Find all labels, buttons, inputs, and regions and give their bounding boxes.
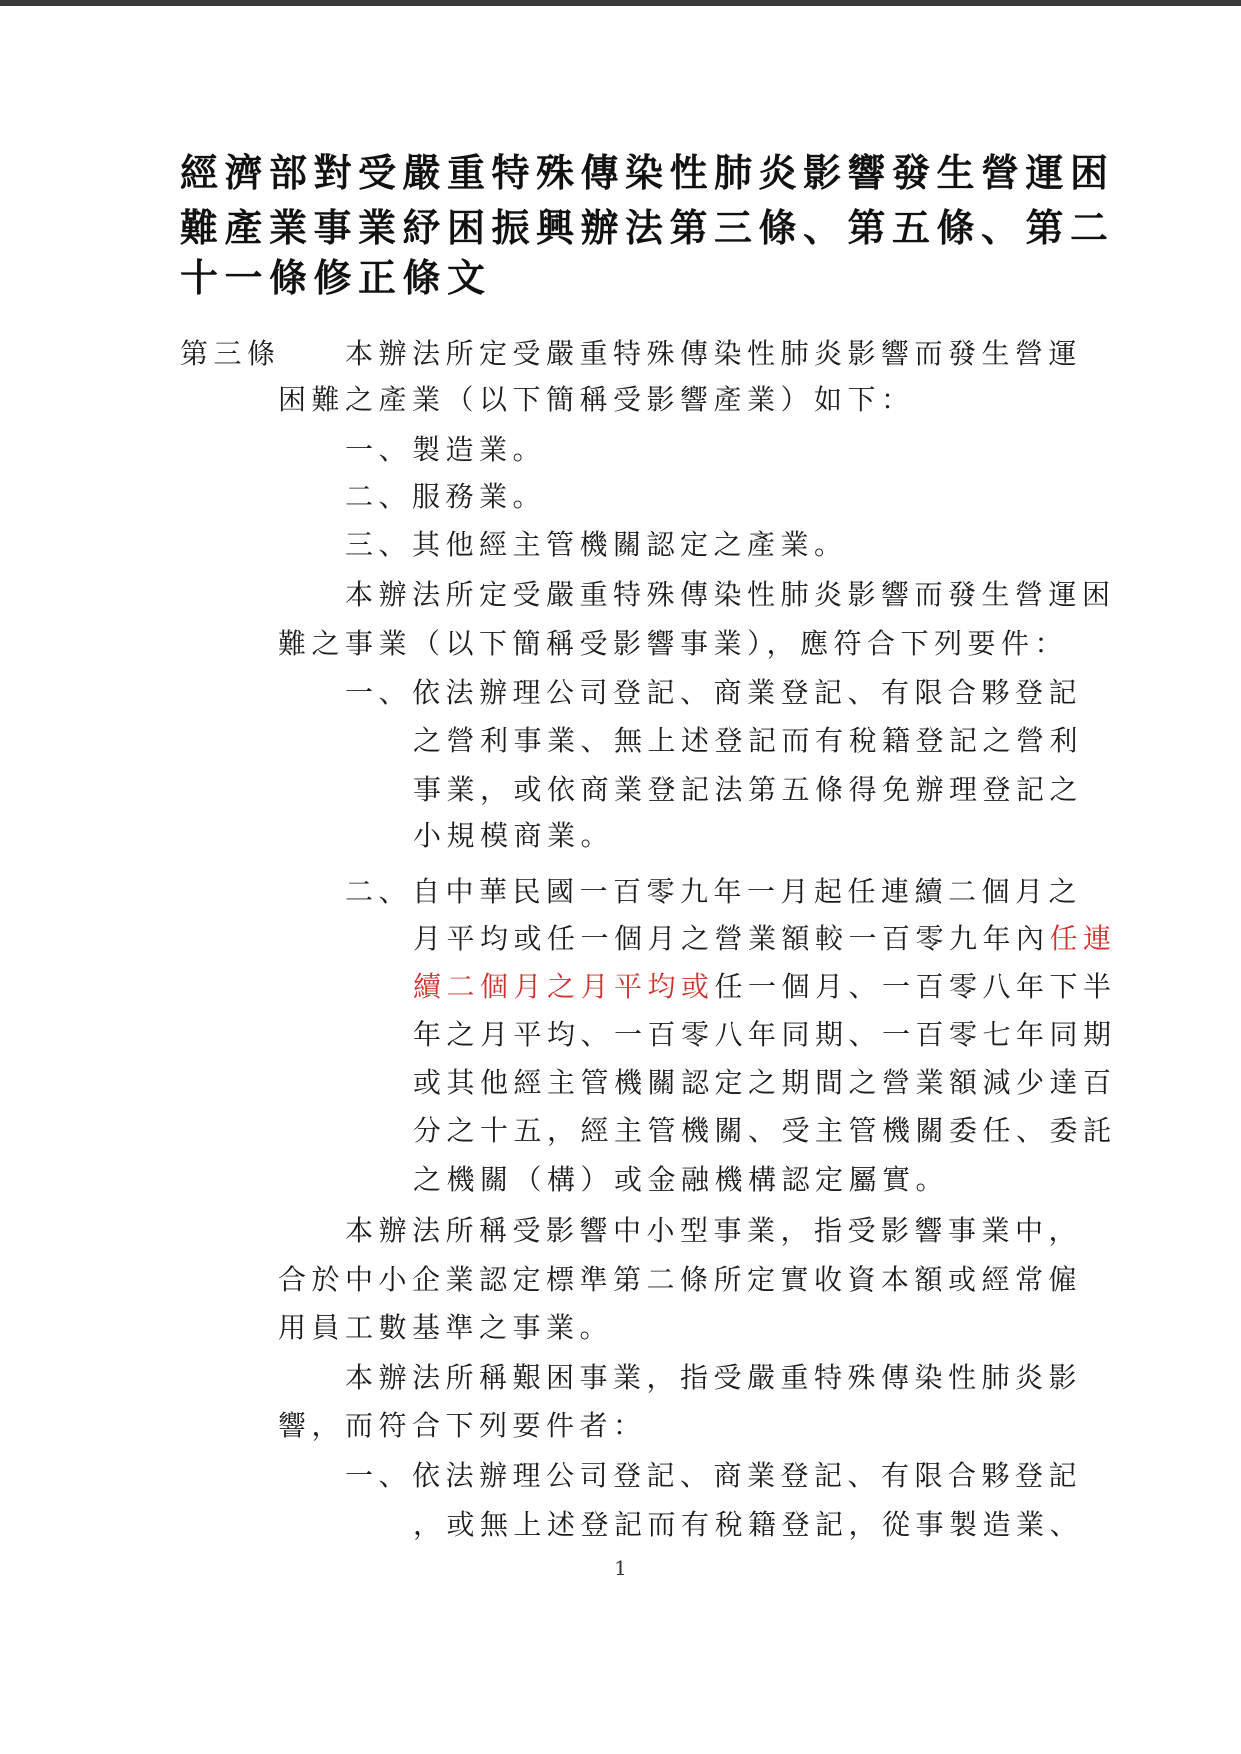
requirement-2-line-5: 或其他經主管機關認定之期間之營業額減少達百 [413,1066,1117,1099]
requirement-1-line-1: 一、依法辦理公司登記、商業登記、有限合夥登記 [345,676,1083,709]
article-paragraph-1-line-2: 困難之產業（以下簡稱受影響產業）如下： [278,383,915,416]
title-line-2: 難產業事業紓困振興辦法第三條、第五條、第二 [180,205,1115,250]
requirement-2-line-4: 年之月平均、一百零八年同期、一百零七年同期 [413,1018,1117,1051]
requirement-2-line-6: 分之十五，經主管機關、受主管機關委任、委託 [413,1114,1117,1147]
article-paragraph-4-line-2: 響，而符合下列要件者： [278,1409,647,1442]
requirement-2-line-2-text: 月平均或任一個月之營業額較一百零九年內 [413,922,1050,955]
hardship-item-1-line-2: ，或無上述登記而有稅籍登記，從事製造業、 [413,1508,1084,1541]
article-paragraph-2-line-1: 本辦法所定受嚴重特殊傳染性肺炎影響而發生營運困 [345,578,1116,611]
page-number: 1 [614,1556,627,1580]
article-paragraph-3-line-2: 合於中小企業認定標準第二條所定實收資本額或經常僱 [278,1263,1083,1296]
requirement-1-line-2: 之營利事業、無上述登記而有稅籍登記之營利 [413,724,1084,757]
title-line-1: 經濟部對受嚴重特殊傳染性肺炎影響發生營運困 [180,150,1115,195]
requirement-1-line-3: 事業，或依商業登記法第五條得免辦理登記之 [413,773,1084,806]
article-label: 第三條 [180,337,281,370]
requirement-2-line-3 [413,967,1117,1007]
article-paragraph-2-line-2: 難之事業（以下簡稱受影響事業），應符合下列要件： [278,627,1069,660]
page-top-edge [0,0,1241,6]
requirement-2-line-2 [413,919,1117,959]
industry-item-2: 二、服務業。 [345,480,547,513]
amended-text-highlight: 任連 [1049,922,1117,955]
article-paragraph-1-line-1: 本辦法所定受嚴重特殊傳染性肺炎影響而發生營運 [345,337,1083,370]
industry-item-3: 三、其他經主管機關認定之產業。 [345,528,848,561]
requirement-2-line-3-text: 任一個月、一百零八年下半 [714,970,1117,1003]
requirement-2-line-1: 二、自中華民國一百零九年一月起任連續二個月之 [345,875,1083,908]
amended-text-highlight: 續二個月之月平均或 [413,970,715,1003]
hardship-item-1-line-1: 一、依法辦理公司登記、商業登記、有限合夥登記 [345,1459,1083,1492]
article-paragraph-3-line-1: 本辦法所稱受影響中小型事業，指受影響事業中， [345,1214,1083,1247]
title-line-3: 十一條修正條文 [180,255,492,300]
article-paragraph-3-line-3: 用員工數基準之事業。 [278,1311,614,1344]
requirement-2-line-7: 之機關（構）或金融機構認定屬實。 [413,1163,950,1196]
requirement-1-line-4: 小規模商業。 [413,819,615,852]
article-paragraph-4-line-1: 本辦法所稱艱困事業，指受嚴重特殊傳染性肺炎影 [345,1361,1083,1394]
industry-item-1: 一、製造業。 [345,433,547,466]
